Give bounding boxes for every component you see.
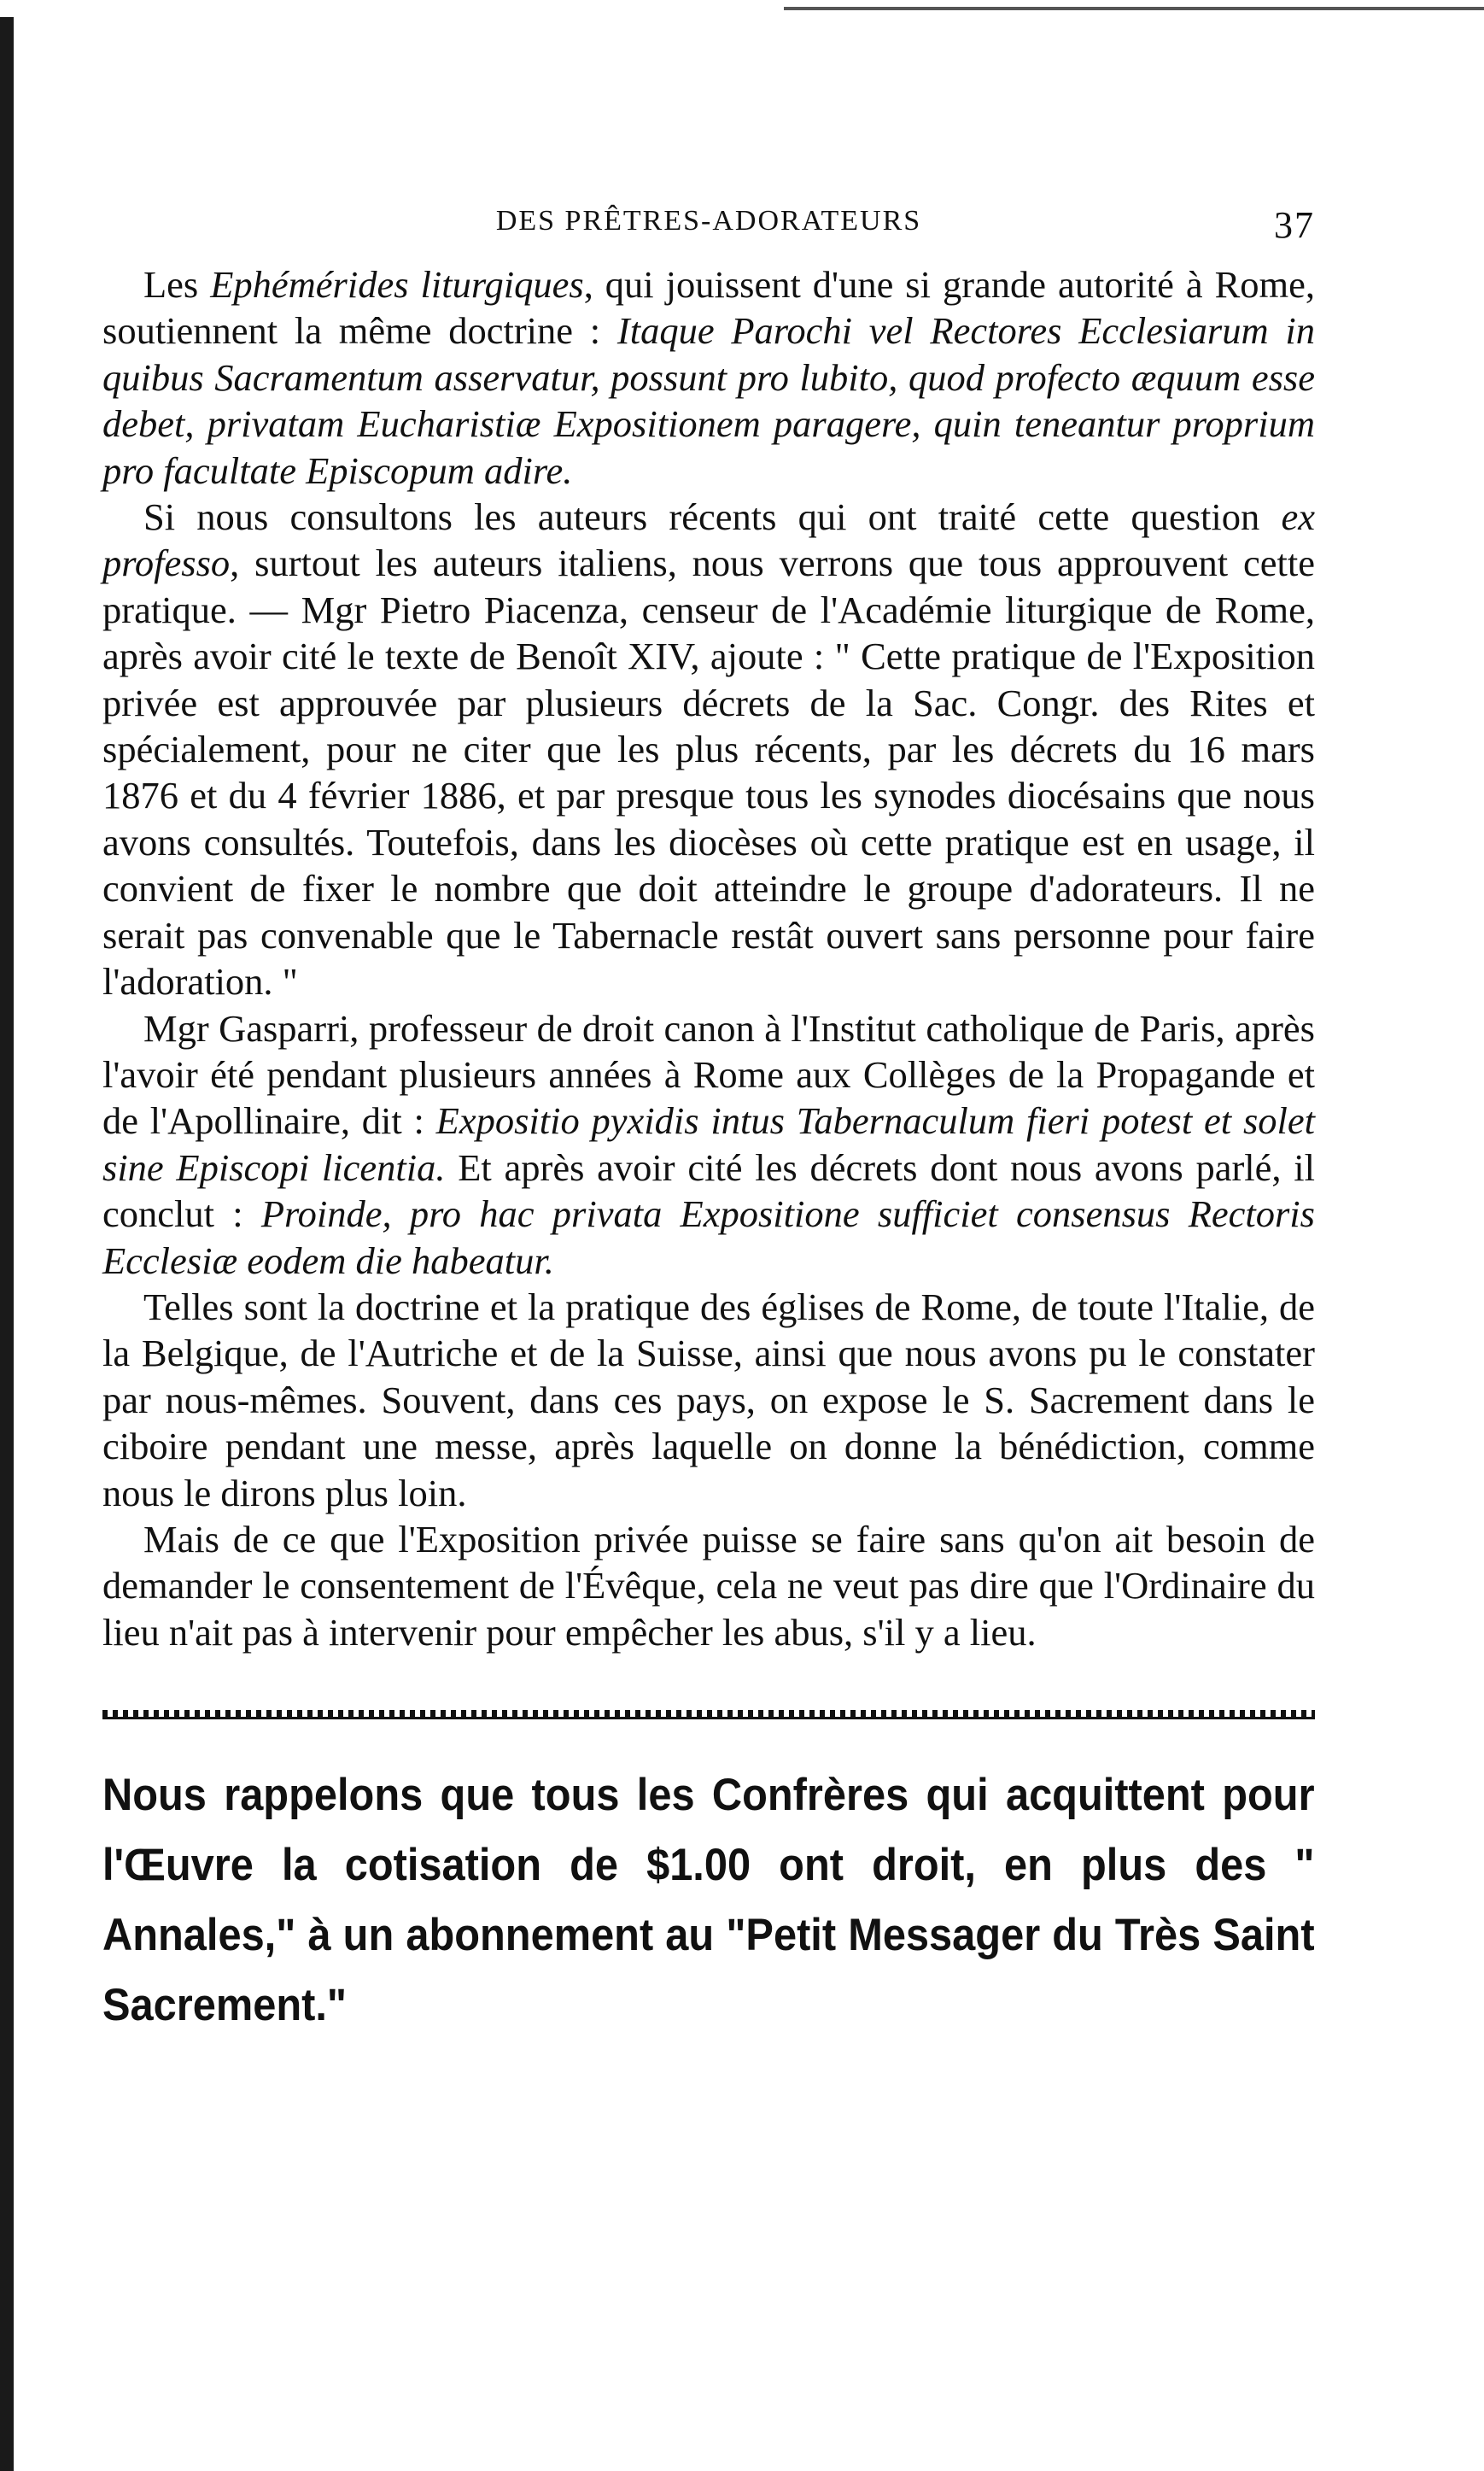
paragraph	[102, 1516, 1315, 1655]
paragraph-text: Telles sont la doctrine et la pratique des églises de Rome, de toute l'Italie, de la Belgique, de l'Autriche et de la Suisse, ainsi que nous avons pu le constater par nous-mêmes. Souvent, dans ces pays, on expose le S. Sacrement dans le ciboire pendant une messe, après laquelle on donne la bénédiction, comme nous le dirons plus loin.	[102, 1285, 1315, 1514]
latin-quotation: ex professo	[102, 495, 1315, 585]
latin-quotation: Ephémérides liturgiques	[210, 263, 584, 306]
paragraph	[102, 1005, 1315, 1284]
paragraph-text: Si nous consultons les auteurs récents qui ont traité cette question	[143, 495, 1282, 539]
page-number: 37	[1274, 204, 1315, 246]
ornamental-divider	[102, 1710, 1315, 1719]
top-edge-line	[784, 7, 1484, 10]
body-text	[102, 261, 1315, 1655]
page-edge-shadow	[0, 17, 14, 2471]
paragraph-text: , qui jouissent d'une si grande autorité à Rome, soutiennent la même doctrine :	[102, 263, 1315, 353]
book-page	[102, 205, 1315, 2041]
paragraph-text: Les	[143, 263, 211, 306]
latin-quotation: Itaque Parochi vel Rectores Ecclesiarum in quibus Sacramentum asservatur, possunt pro lubito, quod profecto æquum esse debet, privatam Eucharistiæ Expositionem paragere, quin teneantur proprium pro facultate Episcopum adire.	[102, 309, 1315, 492]
paragraph-text: Et après avoir cité les décrets dont nous avons parlé, il conclut :	[102, 1145, 1315, 1236]
notice-text: Nous rappelons que tous les Confrères qui acquittent pour l'Œuvre la cotisation de $1.00 ont droit, en plus des " Annales," à un abonnement au "Petit Messager du Très Saint Sacrement."	[102, 1770, 1315, 2031]
running-title: DES PRÊTRES-ADORATEURS	[495, 205, 922, 237]
paragraph-text: Mais de ce que l'Exposition privée puisse se faire sans qu'on ait besoin de demander le consentement de l'Évêque, cela ne veut pas dire que l'Ordinaire du lieu n'ait pas à intervenir pour empêcher les abus, s'il y a lieu.	[102, 1517, 1315, 1654]
paragraph	[102, 261, 1315, 494]
paragraph	[102, 1284, 1315, 1516]
paragraph-text: , surtout les auteurs italiens, nous verrons que tous approuvent cette pratique. — Mgr Pietro Piacenza, censeur de l'Académie liturgique de Rome, après avoir cité le texte de Benoît XIV, ajoute : " Cette pratique de l'Exposition privée est approuvée par plusieurs décrets de la Sac. Congr. des Rites et spécialement, pour ne citer que les plus récents, par les décrets du 16 mars 1876 et du 4 février 1886, et par presque tous les synodes diocésains que nous avons consultés. Toutefois, dans les diocèses où cette pratique est en usage, il convient de fixer le nombre que doit atteindre le groupe d'adorateurs. Il ne serait pas convenable que le Tabernacle restât ouvert sans personne pour faire l'adoration. "	[102, 542, 1315, 1004]
latin-quotation: Proinde, pro hac privata Expositione sufficiet consensus Rectoris Ecclesiæ eodem die habeatur.	[102, 1192, 1315, 1282]
paragraph	[102, 494, 1315, 1004]
running-head	[102, 205, 1315, 256]
latin-quotation: Expositio pyxidis intus Tabernaculum fieri potest et solet sine Episcopi licentia.	[102, 1099, 1315, 1189]
paragraph-text: Mgr Gasparri, professeur de droit canon à l'Institut catholique de Paris, après l'avoir été pendant plusieurs années à Rome aux Collèges de la Propagande et de l'Apollinaire, dit :	[102, 1006, 1315, 1143]
